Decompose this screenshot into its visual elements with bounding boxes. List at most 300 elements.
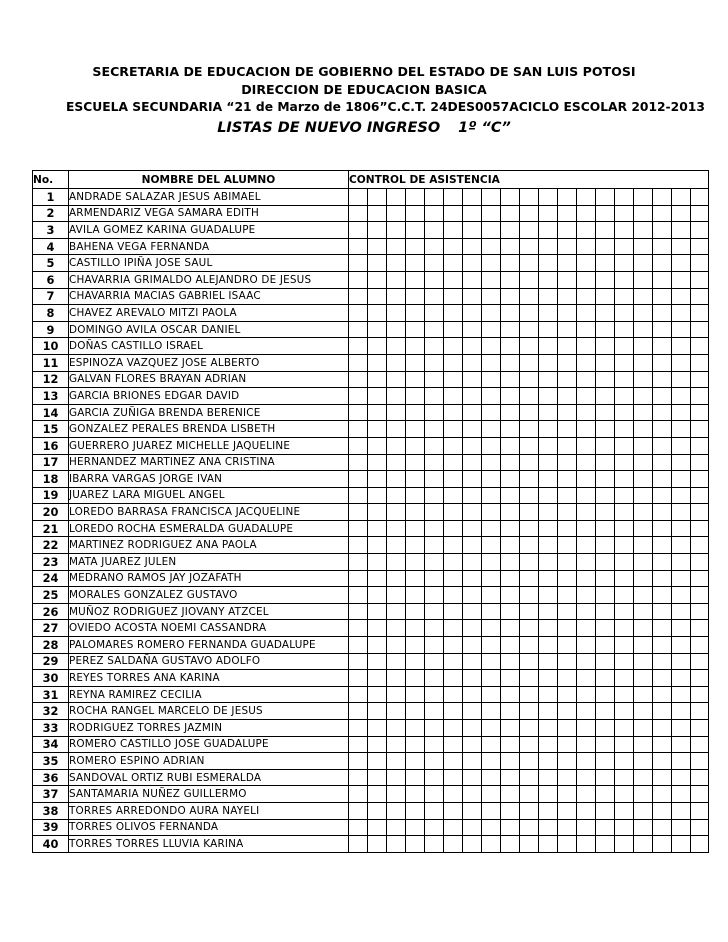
attendance-cell: [349, 819, 368, 836]
attendance-cell: [558, 637, 577, 654]
attendance-cell: [520, 288, 539, 305]
attendance-cell: [444, 421, 463, 438]
attendance-cell: [539, 305, 558, 322]
attendance-cell: [406, 454, 425, 471]
attendance-cell: [368, 371, 387, 388]
attendance-cell: [482, 736, 501, 753]
attendance-cell: [634, 620, 653, 637]
attendance-cell: [672, 487, 691, 504]
attendance-cell: [387, 554, 406, 571]
attendance-cell: [463, 371, 482, 388]
attendance-cell: [577, 637, 596, 654]
attendance-cell: [406, 686, 425, 703]
attendance-cell: [444, 786, 463, 803]
attendance-cell: [387, 404, 406, 421]
attendance-cell: [558, 421, 577, 438]
attendance-cell: [463, 537, 482, 554]
attendance-cell: [615, 388, 634, 405]
attendance-cell: [558, 205, 577, 222]
list-title-group: 1º “C”: [458, 120, 511, 136]
attendance-cell: [539, 603, 558, 620]
attendance-cell: [653, 802, 672, 819]
student-name: REYNA RAMIREZ CECILIA: [69, 686, 349, 703]
table-row: [33, 570, 709, 587]
student-number: 15: [33, 421, 69, 438]
student-name: ROCHA RANGEL MARCELO DE JESUS: [69, 703, 349, 720]
attendance-cell: [634, 189, 653, 206]
attendance-cell: [577, 321, 596, 338]
attendance-cell: [672, 537, 691, 554]
attendance-cell: [691, 305, 709, 322]
attendance-cell: [482, 321, 501, 338]
student-name: PEREZ SALDAÑA GUSTAVO ADOLFO: [69, 653, 349, 670]
attendance-cell: [444, 836, 463, 853]
attendance-cell: [444, 753, 463, 770]
attendance-cell: [425, 238, 444, 255]
student-number: 8: [33, 305, 69, 322]
attendance-cell: [672, 371, 691, 388]
attendance-cell: [520, 620, 539, 637]
attendance-cell: [444, 670, 463, 687]
attendance-cell: [539, 720, 558, 737]
attendance-cell: [596, 753, 615, 770]
attendance-cell: [368, 520, 387, 537]
attendance-cell: [387, 753, 406, 770]
attendance-cell: [349, 354, 368, 371]
student-number: 28: [33, 637, 69, 654]
attendance-cell: [653, 388, 672, 405]
attendance-cell: [368, 736, 387, 753]
attendance-cell: [349, 305, 368, 322]
student-name: JUAREZ LARA MIGUEL ANGEL: [69, 487, 349, 504]
attendance-cell: [520, 205, 539, 222]
attendance-cell: [482, 371, 501, 388]
attendance-cell: [368, 802, 387, 819]
attendance-cell: [501, 288, 520, 305]
attendance-cell: [425, 504, 444, 521]
attendance-cell: [539, 670, 558, 687]
attendance-cell: [406, 603, 425, 620]
table-row: [33, 520, 709, 537]
student-number: 6: [33, 271, 69, 288]
attendance-cell: [482, 471, 501, 488]
attendance-cell: [691, 703, 709, 720]
attendance-cell: [615, 222, 634, 239]
attendance-cell: [520, 587, 539, 604]
student-name: HERNANDEZ MARTINEZ ANA CRISTINA: [69, 454, 349, 471]
attendance-cell: [634, 255, 653, 272]
attendance-cell: [558, 189, 577, 206]
attendance-cell: [539, 753, 558, 770]
attendance-cell: [444, 321, 463, 338]
attendance-cell: [653, 736, 672, 753]
attendance-cell: [349, 388, 368, 405]
attendance-cell: [539, 255, 558, 272]
attendance-cell: [520, 388, 539, 405]
attendance-cell: [444, 238, 463, 255]
attendance-cell: [425, 802, 444, 819]
attendance-cell: [634, 587, 653, 604]
attendance-cell: [558, 786, 577, 803]
student-name: TORRES TORRES LLUVIA KARINA: [69, 836, 349, 853]
attendance-cell: [558, 802, 577, 819]
header-number: No.: [33, 171, 69, 189]
attendance-cell: [501, 354, 520, 371]
attendance-cell: [501, 454, 520, 471]
attendance-cell: [501, 504, 520, 521]
attendance-cell: [463, 238, 482, 255]
attendance-cell: [368, 554, 387, 571]
attendance-cell: [406, 769, 425, 786]
attendance-cell: [463, 222, 482, 239]
student-name: SANDOVAL ORTIZ RUBI ESMERALDA: [69, 769, 349, 786]
student-number: 11: [33, 354, 69, 371]
attendance-cell: [596, 271, 615, 288]
student-number: 18: [33, 471, 69, 488]
student-number: 20: [33, 504, 69, 521]
attendance-cell: [634, 238, 653, 255]
attendance-cell: [368, 603, 387, 620]
attendance-cell: [406, 437, 425, 454]
attendance-cell: [482, 686, 501, 703]
attendance-cell: [349, 487, 368, 504]
attendance-cell: [482, 802, 501, 819]
attendance-cell: [482, 404, 501, 421]
attendance-cell: [653, 720, 672, 737]
attendance-cell: [501, 819, 520, 836]
attendance-cell: [653, 786, 672, 803]
attendance-cell: [406, 321, 425, 338]
attendance-cell: [501, 487, 520, 504]
attendance-cell: [634, 537, 653, 554]
table-row: [33, 753, 709, 770]
attendance-cell: [596, 305, 615, 322]
attendance-cell: [672, 205, 691, 222]
table-row: [33, 504, 709, 521]
attendance-cell: [463, 271, 482, 288]
attendance-cell: [596, 736, 615, 753]
attendance-cell: [596, 769, 615, 786]
attendance-cell: [368, 786, 387, 803]
attendance-cell: [368, 421, 387, 438]
attendance-cell: [577, 471, 596, 488]
attendance-cell: [425, 205, 444, 222]
table-row: [33, 769, 709, 786]
attendance-cell: [482, 338, 501, 355]
attendance-cell: [558, 338, 577, 355]
attendance-cell: [482, 454, 501, 471]
table-row: [33, 487, 709, 504]
attendance-cell: [615, 421, 634, 438]
attendance-cell: [349, 637, 368, 654]
attendance-cell: [444, 703, 463, 720]
attendance-cell: [482, 288, 501, 305]
attendance-cell: [501, 305, 520, 322]
attendance-cell: [615, 736, 634, 753]
attendance-cell: [406, 753, 425, 770]
attendance-cell: [615, 637, 634, 654]
attendance-cell: [463, 205, 482, 222]
attendance-cell: [672, 786, 691, 803]
attendance-cell: [596, 603, 615, 620]
attendance-cell: [653, 288, 672, 305]
attendance-cell: [406, 404, 425, 421]
attendance-cell: [539, 802, 558, 819]
attendance-cell: [691, 537, 709, 554]
student-number: 16: [33, 437, 69, 454]
attendance-cell: [596, 437, 615, 454]
attendance-cell: [387, 603, 406, 620]
student-number: 21: [33, 520, 69, 537]
attendance-cell: [520, 819, 539, 836]
attendance-cell: [558, 570, 577, 587]
student-number: 7: [33, 288, 69, 305]
attendance-cell: [368, 653, 387, 670]
student-name: CHAVARRIA MACIAS GABRIEL ISAAC: [69, 288, 349, 305]
attendance-cell: [539, 537, 558, 554]
attendance-cell: [387, 720, 406, 737]
attendance-cell: [577, 205, 596, 222]
attendance-cell: [482, 504, 501, 521]
student-number: 29: [33, 653, 69, 670]
attendance-cell: [463, 637, 482, 654]
attendance-cell: [425, 305, 444, 322]
student-name: GARCIA BRIONES EDGAR DAVID: [69, 388, 349, 405]
attendance-cell: [577, 703, 596, 720]
attendance-cell: [539, 769, 558, 786]
student-number: 24: [33, 570, 69, 587]
attendance-cell: [425, 404, 444, 421]
attendance-cell: [596, 587, 615, 604]
attendance-cell: [691, 786, 709, 803]
attendance-cell: [463, 454, 482, 471]
table-row: [33, 836, 709, 853]
attendance-cell: [539, 421, 558, 438]
attendance-cell: [615, 520, 634, 537]
student-name: TORRES OLIVOS FERNANDA: [69, 819, 349, 836]
attendance-cell: [501, 670, 520, 687]
attendance-cell: [501, 189, 520, 206]
attendance-cell: [368, 686, 387, 703]
attendance-cell: [596, 454, 615, 471]
attendance-cell: [349, 769, 368, 786]
attendance-cell: [463, 255, 482, 272]
attendance-cell: [368, 305, 387, 322]
attendance-cell: [425, 587, 444, 604]
attendance-cell: [672, 471, 691, 488]
attendance-cell: [520, 437, 539, 454]
attendance-cell: [425, 603, 444, 620]
student-name: IBARRA VARGAS JORGE IVAN: [69, 471, 349, 488]
attendance-cell: [368, 255, 387, 272]
attendance-cell: [349, 238, 368, 255]
attendance-cell: [482, 603, 501, 620]
attendance-cell: [615, 720, 634, 737]
attendance-cell: [482, 537, 501, 554]
attendance-cell: [349, 520, 368, 537]
student-name: REYES TORRES ANA KARINA: [69, 670, 349, 687]
attendance-cell: [520, 471, 539, 488]
attendance-cell: [520, 487, 539, 504]
attendance-cell: [653, 454, 672, 471]
attendance-cell: [634, 686, 653, 703]
attendance-cell: [425, 222, 444, 239]
attendance-cell: [653, 836, 672, 853]
table-row: [33, 205, 709, 222]
attendance-cell: [539, 487, 558, 504]
attendance-cell: [444, 371, 463, 388]
attendance-cell: [368, 238, 387, 255]
student-name: LOREDO ROCHA ESMERALDA GUADALUPE: [69, 520, 349, 537]
attendance-cell: [653, 637, 672, 654]
attendance-cell: [691, 637, 709, 654]
attendance-cell: [349, 736, 368, 753]
attendance-cell: [634, 802, 653, 819]
attendance-cell: [596, 720, 615, 737]
attendance-cell: [349, 802, 368, 819]
attendance-cell: [444, 504, 463, 521]
attendance-cell: [634, 603, 653, 620]
student-number: 12: [33, 371, 69, 388]
attendance-cell: [672, 819, 691, 836]
attendance-cell: [387, 321, 406, 338]
attendance-cell: [615, 454, 634, 471]
student-number: 34: [33, 736, 69, 753]
attendance-cell: [501, 537, 520, 554]
attendance-cell: [501, 321, 520, 338]
student-name: SANTAMARIA NUÑEZ GUILLERMO: [69, 786, 349, 803]
attendance-cell: [425, 437, 444, 454]
table-row: [33, 554, 709, 571]
attendance-cell: [577, 487, 596, 504]
attendance-cell: [691, 570, 709, 587]
student-number: 36: [33, 769, 69, 786]
attendance-cell: [368, 404, 387, 421]
attendance-cell: [425, 819, 444, 836]
attendance-cell: [653, 238, 672, 255]
attendance-cell: [463, 736, 482, 753]
attendance-cell: [577, 504, 596, 521]
attendance-cell: [444, 686, 463, 703]
attendance-cell: [520, 354, 539, 371]
attendance-cell: [387, 487, 406, 504]
student-number: 33: [33, 720, 69, 737]
attendance-cell: [653, 769, 672, 786]
attendance-cell: [406, 802, 425, 819]
attendance-cell: [387, 802, 406, 819]
school-cycle: CICLO ESCOLAR 2012-2013: [518, 100, 705, 114]
attendance-cell: [539, 437, 558, 454]
attendance-cell: [368, 471, 387, 488]
attendance-cell: [577, 421, 596, 438]
attendance-cell: [558, 454, 577, 471]
student-number: 10: [33, 338, 69, 355]
attendance-cell: [596, 637, 615, 654]
attendance-cell: [615, 471, 634, 488]
attendance-cell: [463, 670, 482, 687]
attendance-cell: [672, 388, 691, 405]
attendance-cell: [691, 653, 709, 670]
attendance-cell: [539, 504, 558, 521]
attendance-cell: [387, 769, 406, 786]
student-name: TORRES ARREDONDO AURA NAYELI: [69, 802, 349, 819]
attendance-cell: [368, 388, 387, 405]
attendance-cell: [520, 404, 539, 421]
attendance-cell: [349, 670, 368, 687]
attendance-cell: [520, 836, 539, 853]
attendance-cell: [444, 769, 463, 786]
attendance-cell: [463, 769, 482, 786]
attendance-cell: [615, 504, 634, 521]
attendance-cell: [406, 537, 425, 554]
attendance-cell: [691, 271, 709, 288]
attendance-cell: [615, 404, 634, 421]
table-row: [33, 819, 709, 836]
attendance-cell: [444, 587, 463, 604]
attendance-cell: [425, 338, 444, 355]
student-number: 1: [33, 189, 69, 206]
attendance-cell: [387, 653, 406, 670]
student-number: 39: [33, 819, 69, 836]
attendance-cell: [444, 603, 463, 620]
attendance-cell: [539, 321, 558, 338]
attendance-cell: [691, 421, 709, 438]
attendance-cell: [387, 421, 406, 438]
attendance-cell: [653, 471, 672, 488]
attendance-cell: [387, 388, 406, 405]
attendance-cell: [691, 437, 709, 454]
student-number: 30: [33, 670, 69, 687]
attendance-cell: [558, 736, 577, 753]
attendance-cell: [539, 288, 558, 305]
attendance-cell: [539, 587, 558, 604]
attendance-cell: [577, 222, 596, 239]
attendance-cell: [520, 769, 539, 786]
attendance-cell: [482, 255, 501, 272]
attendance-cell: [482, 487, 501, 504]
attendance-cell: [501, 371, 520, 388]
attendance-cell: [349, 189, 368, 206]
attendance-cell: [425, 354, 444, 371]
attendance-cell: [558, 504, 577, 521]
attendance-cell: [406, 238, 425, 255]
student-name: AVILA GOMEZ KARINA GUADALUPE: [69, 222, 349, 239]
attendance-cell: [577, 255, 596, 272]
attendance-cell: [596, 653, 615, 670]
attendance-cell: [596, 404, 615, 421]
attendance-cell: [387, 371, 406, 388]
attendance-cell: [425, 836, 444, 853]
attendance-cell: [634, 487, 653, 504]
attendance-cell: [463, 288, 482, 305]
attendance-cell: [501, 388, 520, 405]
attendance-cell: [691, 554, 709, 571]
attendance-cell: [634, 205, 653, 222]
attendance-cell: [501, 769, 520, 786]
attendance-cell: [596, 670, 615, 687]
attendance-cell: [558, 587, 577, 604]
attendance-cell: [425, 769, 444, 786]
attendance-cell: [425, 271, 444, 288]
attendance-cell: [672, 222, 691, 239]
attendance-cell: [615, 786, 634, 803]
attendance-cell: [520, 670, 539, 687]
attendance-cell: [558, 238, 577, 255]
attendance-cell: [577, 836, 596, 853]
attendance-cell: [463, 686, 482, 703]
attendance-cell: [653, 504, 672, 521]
attendance-cell: [444, 388, 463, 405]
